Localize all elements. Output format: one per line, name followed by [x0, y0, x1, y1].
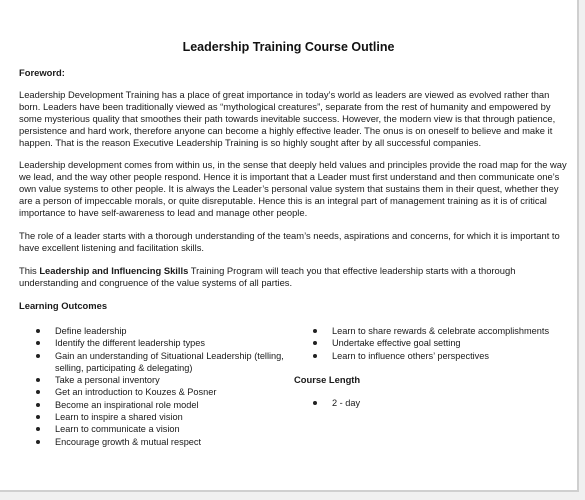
- bullet-icon: [36, 354, 40, 358]
- list-item: Learn to communicate a vision: [36, 423, 296, 435]
- bullet-icon: [36, 415, 40, 419]
- list-item: Define leadership: [36, 325, 296, 337]
- document-title: Leadership Training Course Outline: [182, 40, 395, 54]
- bullet-icon: [313, 401, 317, 405]
- learning-outcomes-right-column: [294, 325, 573, 409]
- list-item: Learn to influence others’ perspectives: [313, 350, 573, 362]
- bullet-icon: [36, 427, 40, 431]
- list-item: Take a personal inventory: [36, 374, 296, 386]
- foreword-heading: Foreword:: [19, 67, 65, 78]
- paragraph-program: [19, 265, 567, 289]
- bullet-icon: [313, 341, 317, 345]
- bullet-icon: [36, 403, 40, 407]
- bullet-icon: [36, 378, 40, 382]
- list-item: Learn to inspire a shared vision: [36, 411, 296, 423]
- course-length-list: [313, 397, 573, 409]
- paragraph-development: Leadership development comes from within us, in the sense that deeply held values and principles provide the road map for the way we lead, and the way other people respond. Hence it is important that a Leader must first understand and then communicate one’s own value systems to other people. It is always the Leader’s personal value system that sustains them in their quest, whether they are a person of impeccable morals, or quite disreputable. Hence this is an integral part of management training as it is of critical importance to have self-awareness to lead and manage other people.: [19, 159, 567, 218]
- list-item: Get an introduction to Kouzes & Posner: [36, 386, 296, 398]
- program-text-post: Training Program will teach you that effective leadership starts with a thorough understanding and congruence of the value systems of all parties.: [19, 265, 516, 288]
- program-name: Leadership and Influencing Skills: [39, 265, 189, 276]
- paragraph-intro: Leadership Development Training has a place of great importance in today’s world as leaders are viewed as evolved rather than born. Leaders have been traditionally viewed as “mythological creatures”, separate from the rest of humanity and empowered by some mysterious quality that smoothes their path towards inevitable success. However, the modern view is that through patience, persistence and hard work, therefore anyone can become a highly effective leader. The onus is on oneself to believe and make it happen. That is the reason Executive Leadership Training is so highly sought after by all successful companies.: [19, 89, 556, 148]
- list-item: Gain an understanding of Situational Leadership (telling, selling, participating & delegating): [36, 350, 296, 375]
- bullet-icon: [313, 329, 317, 333]
- list-item: Become an inspirational role model: [36, 399, 296, 411]
- learning-outcomes-heading: Learning Outcomes: [19, 300, 108, 311]
- bullet-icon: [36, 341, 40, 345]
- bullet-icon: [313, 354, 317, 358]
- list-item: Identify the different leadership types: [36, 337, 296, 349]
- learning-outcomes-list-left: [36, 325, 296, 448]
- program-text-pre: This: [19, 265, 40, 276]
- list-item: 2 - day: [313, 397, 573, 409]
- list-item: Undertake effective goal setting: [313, 337, 573, 349]
- bullet-icon: [36, 329, 40, 333]
- paragraph-role: The role of a leader starts with a thorough understanding of the team’s needs, aspirations and concerns, for which it is important to have excellent listening and facilitation skills.: [19, 230, 560, 253]
- learning-outcomes-left-column: [36, 325, 296, 448]
- course-length-heading: Course Length: [294, 373, 361, 385]
- bullet-icon: [36, 440, 40, 444]
- list-item: Encourage growth & mutual respect: [36, 436, 296, 448]
- bullet-icon: [36, 390, 40, 394]
- learning-outcomes-list-right: [313, 325, 573, 362]
- list-item: Learn to share rewards & celebrate accomplishments: [313, 325, 573, 337]
